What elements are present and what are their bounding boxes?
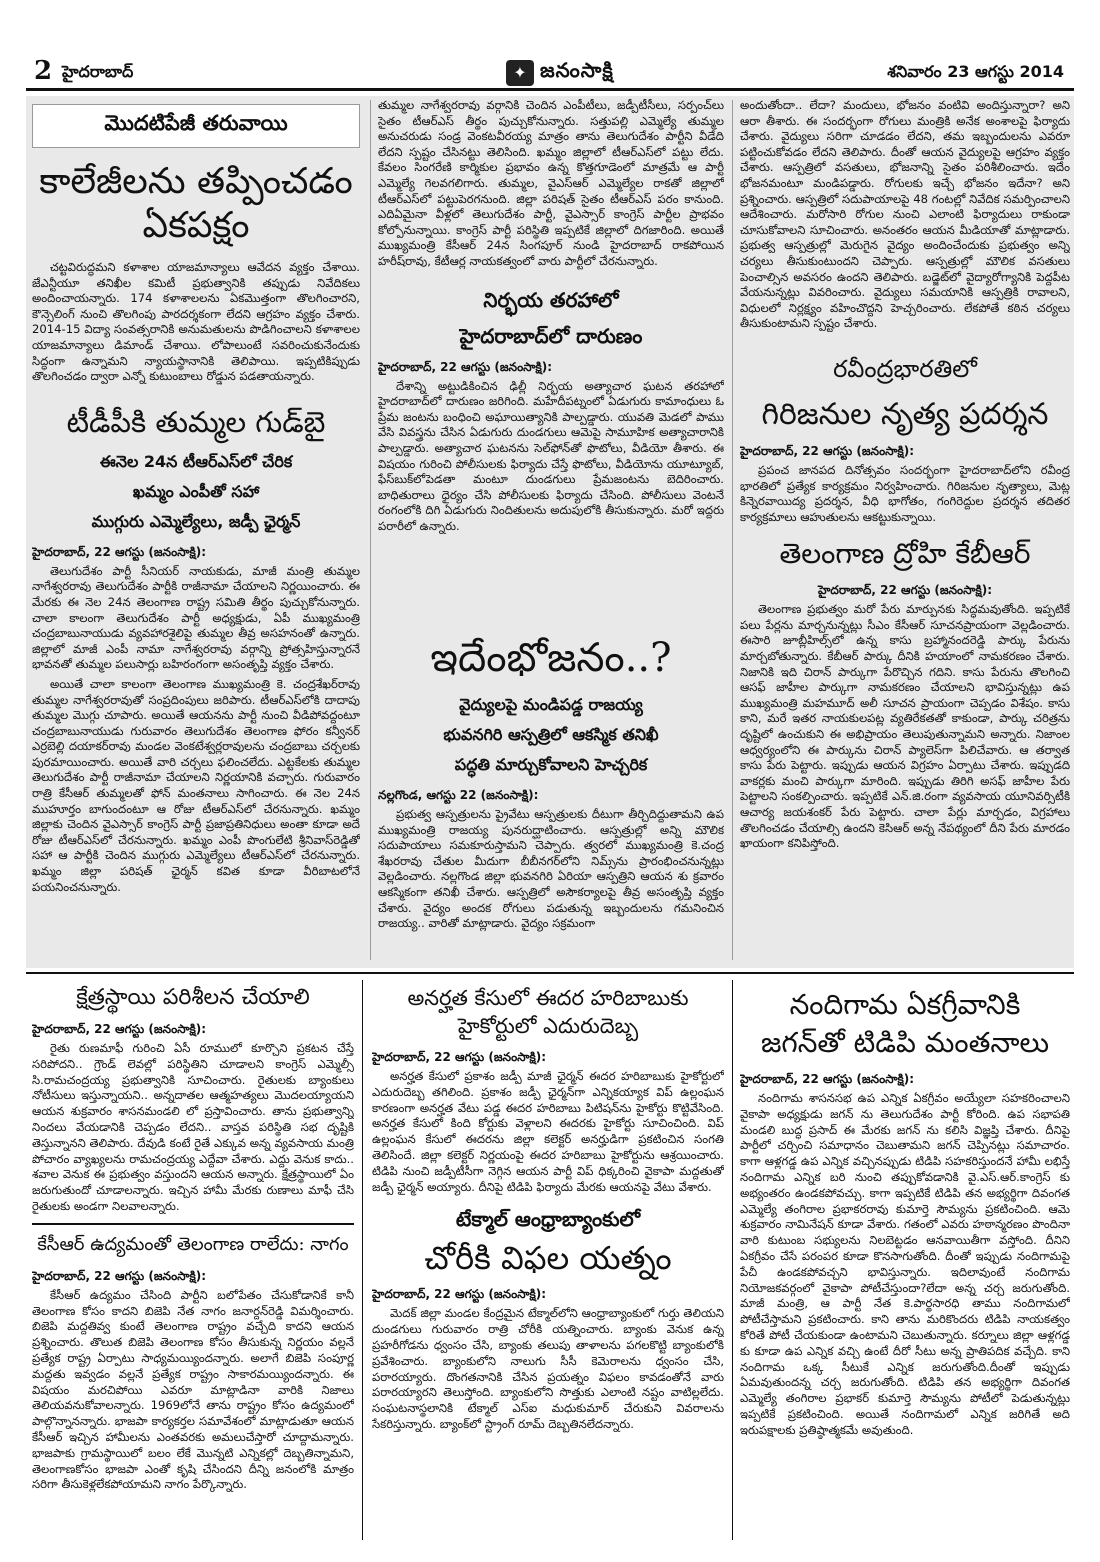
bottom-column-1 [32,976,354,1552]
top-column-3 [740,98,1070,964]
newspaper-logo [506,58,614,87]
headline-tekmal-bank: టేక్మాల్ ఆంధ్రాబ్యాంకులో [455,1207,641,1232]
subheadline: పద్ధతి మార్చుకోవాలని హెచ్చరిక [454,755,648,774]
dateline: హైదరాబాద్, 22 ఆగస్టు (జనంసాక్షి): [32,544,207,559]
dateline: నల్లగొండ, ఆగస్టు 22 (జనంసాక్షి): [378,788,539,802]
logo-icon: ✦ [506,60,534,86]
headline-robbery-attempt: చోరీకి విఫల యత్నం [424,1239,672,1278]
dateline: హైదరాబాద్, 22 ఆగస్టు (జనంసాక్షి): [32,1268,207,1283]
headline-tribal-dance: గిరిజనుల నృత్య ప్రదర్శన [761,396,1049,432]
article-body: తెలుగుదేశం పార్టీ సీనియర్ నాయకుడు, మాజీ మంత్రి తుమ్మల నాగేశ్వరరావు తెలుగుదేశం పార్టీకి రాజీనామా చేయాలని నిర్ణయించారు. ఈ మేరకు ఈ నెల 24న తెలంగాణ రాష్ట్ర సమితి తీర్థం పుచ్చుకోనున్నారు. చాలా కాలంగా తెలుగుదేశం పార్టీ అధ్యక్షుడు, ఏపీ ముఖ్యమంత్రి చంద్రబాబునాయుడు వ్యవహారశైలిపై తుమ్మల తీవ్ర అసహనంతో ఉన్నారు. జిల్లాలో మాజీ ఎంపీ నామా నాగేశ్వరరావు వర్గాన్ని ప్రోత్సహిస్తున్నారనే భావనతో తుమ్మల పలుసార్లు బహిరంగంగా అసంతృప్తి వ్యక్తం చేశారు. [32,563,360,672]
page-city: హైదరాబాద్ [62,62,134,81]
headline-jagan-tdp: జగన్‌తో టిడిపి మంతనాలు [760,1026,1050,1059]
logo-text: జనంసాక్షి [540,58,614,82]
article-body: ప్రభుత్వ ఆస్పత్రులను ప్రైవేటు ఆస్పత్రులకు దీటుగా తీర్చిదిద్దుతామని ఉప ముఖ్యమంత్రి రాజయ్య పునరుద్ఘాటించారు. ఆస్పత్రుల్లో అన్ని మౌలిక సదుపాయాలు సమకూరుస్తామని చెప్పారు. త్వరలో ముఖ్యమంత్రి కె.చంద్ర శేఖరరావు చేతుల మీదుగా బీబీనగర్‌లోని నిమ్స్‌ను ప్రారంభించనున్నట్లు వెల్లడించారు. నల్లగొండ జిల్లా భువనగిరి ఏరియా ఆస్పత్రిని ఆయన శు క్రవారం ఆకస్మికంగా తనిఖీ చేశారు. ఆస్పత్రిలో అసౌకర్యాలపై తీవ్ర అసంతృప్తి వ్యక్తం చేశారు. వైద్యం అందక రోగులు పడుతున్న ఇబ్బందులను గమనించిన రాజయ్య.. వారితో మాట్లాడారు. వైద్యం సక్రమంగా [378,807,724,931]
dateline: హైదరాబాద్, 22 ఆగస్టు (జనంసాక్షి): [372,1287,547,1302]
headline-nirbhaya: నిర్భయ తరహాలో [483,287,619,312]
dateline: హైదరాబాద్, 22 ఆగస్టు (జనంసాక్షి): [817,583,993,598]
center-story [378,632,724,962]
article-body: ప్రపంచ జానపద దినోత్సవం సందర్భంగా హైదరాబాద్‌లోని రవీంద్ర భారతిలో ప్రత్యేక కార్యక్రమం నిర్వహించారు. గిరిజనుల నృత్యాలు, మెట్ల కిన్నెరవాయిద్య ప్రదర్శన, వీధి భాగోతం, గంగిరెద్దుల ప్రదర్శన తదితర కార్యక్రమాలు ఆహుతులను ఆకట్టుకున్నాయి. [740,462,1070,524]
top-column-1 [32,98,360,964]
column-divider [362,980,363,1540]
column-divider [370,100,371,960]
article-body: రైతు రుణమాఫీ గురించి ఏసీ రూములో కూర్చొని ప్రకటన చేస్తే సరిపోదని.. గ్రౌండ్ లెవల్లో పరిస్థితిని చూడాలని కాంగ్రెస్ ఎమ్మెల్సీ సి.రామచంద్రయ్య ప్రభుత్వానికి సూచించారు. రైతులకు బ్యాంకులు నోటీసులు ఇస్తున్నాయని.. అన్నదాతల ఆత్మహత్యలు మొదలయ్యాయని ఆయన శుక్రవారం శాసనమండలి లో ప్రస్తావించారు. తాను ప్రభుత్వాన్ని నిందలు వేయడానికి చెప్పడం లేదని.. వాస్తవ పరిస్థితి సభ దృష్టికి తెస్తున్నానని తెలిపారు. దేవుడి కంటే రైతే ఎక్కువ అన్న వ్యవసాయ మంత్రి పోచారం వ్యాఖ్యలను రామచంద్రయ్య ఎద్దేవా చేశారు. ఎద్దు వెనుక కాదు.. శవాల వెనుక ఈ ప్రభుత్వం వస్తుందని ఆయన అన్నారు. క్షేత్రస్థాయిలో ఏం జరుగుతుందో చూడాలన్నారు. ఇచ్చిన హామీ మేరకు రుణాలు మాఫీ చేసి రైతులకు అండగా నిలవాలన్నారు. [32,1041,354,1213]
headline-ravindrabharati: రవీంద్రభారతిలో [833,354,977,383]
masthead [0,0,1100,96]
bottom-column-3 [740,976,1070,1552]
headline-nagam: కేసీఆర్ ఉద్యమంతో తెలంగాణ రాలేదు: నాగం [32,1223,354,1259]
article-body: అనర్హత కేసులో ప్రకాశం జడ్పీ మాజీ ఛైర్మన్ ఈదర హరిబాబుకు హైకోర్టులో ఎదురుదెబ్బ తగిలింది. ప్రకాశం జడ్పీ ఛైర్మన్‌గా ఎన్నికయ్యాక విప్ ఉల్లంఘన కారణంగా అనర్హత వేటు పడ్డ ఈదర హరిబాబు పిటిషన్‌ను హైకోర్టు కొట్టివేసింది. అనర్హత కేసులో కింది కోర్టుకు వెళ్లాలని ఈదరకు హైకోర్టు సూచించింది. విప్ ఉల్లంఘన కేసులో ఈదరను జిల్లా కలెక్టర్ అనర్హుడిగా ప్రకటించిన సంగతి తెలిసిందే. జిల్లా కలెక్టర్ నిర్ణయంపై ఈదర హరిబాబు హైకోర్టును ఆశ్రయించారు. టిడిపి నుంచి జడ్పీటీసీగా నెగ్గిన ఆయన పార్టీ విప్ ధిక్కరించి వైకాపా మద్దతుతో జడ్పీ ఛైర్మన్ అయ్యారు. దీనిపై టిడిపి ఫిర్యాదు మేరకు ఆయనపై వేటు వేశారు. [372,1069,724,1194]
page-number: 2 [34,56,53,86]
headline-nandigama: నందిగామ ఏకగ్రీవానికి [789,988,1021,1021]
headline-colleges: కాలేజీలను తప్పించడం ఏకపక్షం [39,161,353,246]
article-body: చట్టవిరుద్ధమని కళాశాల యాజమాన్యాలు ఆవేదన వ్యక్తం చేశాయి. జేఎన్టీయూ తనిఖీల కమిటీ ప్రభుత్వానికి తప్పుడు నివేదికలు అందించాయన్నారు. 174 కళాశాలలను ఏకమొత్తంగా తొలగించారని, కౌన్సెలింగ్ నుంచి తొలగింపు పారదర్శకంగా లేదని ఆగ్రహం వ్యక్తం చేశారు. 2014-15 విద్యా సంవత్సరానికి అనుమతులను పొడిగించాలని కళాశాలల యాజమాన్యాలు డిమాండ్ చేశాయి. లోపాలుంటే సవరించుకునేందుకు సిద్ధంగా ఉన్నామని న్యాయస్థానానికి తెలిపాయి. ఇప్పటికిప్పుడు తొలగించడం ద్వారా ఎన్నో కుటుంబాలు రోడ్డున పడతాయన్నారు. [32,260,360,384]
bottom-column-2 [372,976,724,1552]
headline-food: ఇదేంభోజనం..? [430,635,672,681]
subheadline: ఖమ్మం ఎంపీతో సహా [132,481,260,501]
subheadline: ఈనెల 24న టీఆర్‌ఎస్‌లో చేరిక [99,451,293,471]
dateline: హైదరాబాద్, 22 ఆగస్టు (జనంసాక్షి): [32,1022,207,1036]
masthead-rule [26,88,1074,91]
headline-high-court: హైకోర్టులో ఎదురుదెబ్బ [457,1014,639,1038]
headline-kbr: తెలంగాణ ద్రోహి కేబీఆర్ [779,537,1031,571]
subheadline: ముగ్గురు ఎమ్మెల్యేలు, జడ్పీ ఛైర్మన్ [91,511,301,531]
headline-disqualification: అనర్హత కేసులో ఈదర హరిబాబుకు [407,986,689,1010]
dateline: హైదరాబాద్, 22 ఆగస్టు (జనంసాక్షి): [740,443,915,458]
dateline: హైదరాబాద్, 22 ఆగస్టు (జనంసాక్షి): [740,1072,915,1086]
article-body: మెదక్ జిల్లా మండల కేంద్రమైన టేక్మాల్‌లోని ఆంధ్రాబ్యాంకులో గుర్తు తెలియని దుండగులు గురువారం రాత్రి చోరీకి యత్నించారు. బ్యాంకు వెనుక ఉన్న ప్రహరీగోడను ధ్వంసం చేసి, బ్యాంకు తలుపు తాళాలను పగలకొట్టి బ్యాంకులోకి ప్రవేశించారు. బ్యాంకులోని నాలుగు సీసీ కెమెరాలను ధ్వంసం చేసి, పరారయ్యారు. దొంగతనానికి చేసిన ప్రయత్నం విఫలం కావడంతోనే వారు పరారయ్యారని తెలుస్తోంది. బ్యాంకులోని సొత్తుకు ఎలాంటి నష్టం వాటిల్లలేదు. సంఘటనాస్థలానికి టేక్మాల్ ఎస్‌ఐ మధుకుమార్ చేరుకుని వివరాలను సేకరిస్తున్నారు. బ్యాంక్‌లో స్ట్రాంగ్ రూమ్ దెబ్బతినలేదన్నారు. [372,1306,724,1431]
page-date: శనివారం 23 ఆగస్టు 2014 [887,62,1064,81]
subheadline: భువనగిరి ఆస్పత్రిలో ఆకస్మిక తనిఖీ [443,725,659,744]
dateline: హైదరాబాద్, 22 ఆగస్టు (జనంసాక్షి): [378,359,553,374]
headline-hyderabad-atrocity: హైదరాబాద్‌లో దారుణం [459,323,643,348]
column-divider [732,100,733,960]
article-body: దేశాన్ని అట్టుడికించిన ఢిల్లీ నిర్భయ అత్యాచార ఘటన తరహాలో హైదరాబాద్‌లో దారుణం జరిగింది. మహేదీపట్నంలో ఏడుగురు కామాంధులు ఓ ప్రేమ జంటను బంధించి అఘాయిత్యానికి పాల్పడ్డారు. యువతి మెడలో పాము వేసి వివస్త్రను చేసిన ఏడుగురు దుండగులు ఆమెపై సామూహిక అత్యాచారానికి పాల్పడ్డారు. అత్యాచార ఘటనను సెల్‌ఫోన్‌తో ఫొటోలు, వీడియో తీశారు. ఈ విషయం గురించి పోలీసులకు ఫిర్యాదు చేస్తే ఫొటోలు, వీడియోను యూట్యూబ్, ఫేస్‌బుక్‌లోపెడతా మంటూ దుండగులు ప్రేమజంటను బెదిరించారు. బాధితురాలు ధైర్యం చేసి పోలీసులకు ఫిర్యాదు చేసింది. పోలీసులు వెంటనే రంగంలోకి దిగి ఏడుగురు నిందితులను అదుపులోకి తీసుకున్నారు. మరో ఇద్దరు పరారీలో ఉన్నారు. [378,378,724,533]
subheadline: వైద్యులపై మండిపడ్డ రాజయ్య [459,695,643,714]
headline-tummala: టీడీపీకి తుమ్మల గుడ్‌బై [66,404,326,439]
article-continuation: అందుతోందా.. లేదా? మందులు, భోజనం వంటివి అందిస్తున్నారా? అని ఆరా తీశారు. ఈ సందర్భంగా రోగులు మంత్రికి అనేక అంశాలపై ఫిర్యాదు చేశారు. వైద్యులు సరిగా చూడడం లేదని, తమ ఇబ్బందులను ఎవరూ పట్టించుకోవడం లేదని తెలిపారు. దీంతో ఆయన వైద్యులపై ఆగ్రహం వ్యక్తం చేశారు. ఆస్పత్రిలో వసతులు, భోజనాన్ని సైతం పరిశీలించారు. ఇదేం భోజనమంటూ మండిపడ్డారు. రోగులకు ఇచ్చే భోజనం ఇదేనా? అని ప్రశ్నించారు. ఆస్పత్రిలో సదుపాయాలపై 48 గంటల్లో నివేదిక సమర్పించాలని ఆదేశించారు. మరోసారి రోగుల నుంచి ఎలాంటి ఫిర్యాదులు రాకుండా చూసుకోవాలని సూచించారు. అనంతరం ఆయన మీడియాతో మాట్లాడారు. ప్రభుత్వ ఆస్పత్రుల్లో మెరుగైన వైద్యం అందించేందుకు ప్రభుత్వం అన్ని చర్యలు తీసుకుంటుందని చెప్పారు. ఆస్పత్రుల్లో మౌలిక వసతులు పెంచాల్సిన అవసరం ఉందని తెలిపారు. బడ్జెట్‌లో వైద్యారోగ్యానికి పెద్దపీట వేయనున్నట్లు వివరించారు. వైద్యులు సమయానికి ఆస్పత్రికి రావాలని, విధులలో నిర్లక్ష్యం వహించొద్దని హెచ్చరించారు. లేకపోతే కఠిన చర్యలు తీసుకుంటామని స్పష్టం చేశారు. [740,98,1070,331]
article-body: అయితే చాలా కాలంగా తెలంగాణ ముఖ్యమంత్రి కె. చంద్రశేఖర్‌రావు తుమ్మల నాగేశ్వరరావుతో సంప్రదింపులు జరిపారు. టీఆర్ఎస్‌లోకి దాదాపు తుమ్మల మొగ్గు చూపారు. అయితే ఆయనను పార్టీ నుంచి వీడిపోవద్దంటూ చంద్రబాబునాయుడు గురువారం తెలుగుదేశం తెలంగాణ ఫోరం కన్వీనర్ ఎర్రబెల్లి దయాకర్‌రావు మండల వెంకటేశ్వర్లరావులను చంద్రబాబు చర్చలకు పురమాయించారు. అయితే వారి చర్చలు ఫలించలేదు. ఎట్టకేలకు తుమ్మల తెలుగుదేశం పార్టీ రాజీనామా చేయాలని నిర్ణయానికి వచ్చారు. గురువారం రాత్రి కేసీఆర్ తుమ్మలతో ఫోన్ మంతనాలు సాగించారు. ఈ నెల 24న ముహూర్తం బాగుందంటూ ఆ రోజు టీఆర్‌ఎస్‌లో చేరనున్నారు. ఖమ్మం జిల్లాకు చెందిన వైఎస్సార్ కాంగ్రెస్ పార్టీ ప్రజాప్రతినిధులు అంతా కూడా అదే రోజు టీఆర్‌ఎస్‌లో చేరనున్నారు. ఖమ్మం ఎంపీ పొంగులేటి శ్రీనివాస్‌రెడ్డితో సహా ఆ పార్టీకి చెందిన ముగ్గురు ఎమ్మెల్యేలు టీఆర్‌ఎస్‌లో చేరనున్నారు. ఖమ్మం జిల్లా పరిషత్ ఛైర్మన్ కవిత కూడా వీరిబాటలోనే పయనించనున్నారు. [32,676,360,894]
top-column-2 [378,98,724,630]
article-body: కేసీఆర్ ఉద్యమం చేసింది పార్టీని బలోపేతం చేసుకోడానికే కానీ తెలంగాణ కోసం కాదని బిజెపి నేత నాగం జనార్దన్‌రెడ్డి విమర్శించారు. బిజెపి మద్దతివ్వ కుంటే తెలంగాణ రాష్ట్రం వచ్చేది కాదని ఆయన ప్రశ్నించారు. తొలుత బిజెపి తెలంగాణ కోసం తీసుకున్న నిర్ణయం వల్లనే ప్రత్యేక రాష్ట్ర ఏర్పాటు సాధ్యమయ్యిందన్నారు. అలాగే బిజెపి సంపూర్ణ మద్దతు ఇవ్వడం వల్లనే ప్రత్యేక రాష్ట్రం సాకారమయ్యిందన్నారు. ఈ విషయం మరచిపోయి ఎవరూ మాట్లాడినా వారికి నిజాలు తెలియవనుకోవాలన్నారు. 1969లోనే తాను రాష్ట్రం కోసం ఉద్యమంలో పాల్గొన్నానన్నారు. భాజపా కార్యకర్తల సమావేశంలో మాట్లాడుతూ ఆయన కేసీఆర్ ఇచ్చిన హామీలను ఎంతవరకు అమలుచేస్తారో చూద్దామన్నారు. భాజపాకు గ్రామస్థాయిలో బలం లేకే మొన్నటి ఎన్నికల్లో దెబ్బతిన్నామని, తెలంగాణకోసం భాజపా ఎంతో కృషి చేసిందని దీన్ని జనంలోకి మాత్రం సరిగా తీసుకెళ్లలేకపోయామని నాగం పేర్కొన్నారు. [32,1287,354,1492]
article-body: నందిగామ శాసనసభ ఉప ఎన్నిక ఏకగ్రీవం అయ్యేలా సహకరించాలని వైకాపా అధ్యక్షుడు జగన్ ను తెలుగుదేశం పార్టీ కోరింది. ఉప సభాపతి మండలి బుద్ధ ప్రసాద్ ఈ మేరకు జగన్ ను కలిసి విజ్ఞప్తి చేశారు. దీనిపై పార్టీలో చర్చించి సమాధానం చెబుతామని జగన్ చెప్పినట్లు సమాచారం. కాగా ఆళ్లగడ్డ ఉప ఎన్నిక వచ్చినప్పుడు టిడిపి సహకరిస్తుందనే హామీ లభిస్తే నందిగామ ఎన్నిక బరి నుంచి తప్పుకోవడానికి వై.ఎస్.ఆర్.కాంగ్రెస్ కు అభ్యంతరం ఉండకపోవచ్చు. కాగా ఇప్పటికే టిడిపి తన అభ్యర్థిగా దివంగత ఎమ్మెల్యే తంగిరాల ప్రభాకరరావు కుమార్తె సౌమ్యను ప్రకటించింది. ఆమె శుక్రవారం నామినేషన్ కూడా వేశారు. గతంలో ఎవరు హఠాన్మరణం పొందినా వారి కుటుంబ సభ్యులను నిలబెట్టడం ఆనవాయితీగా వస్తోంది. దీనిని ఏకగ్రీవం చేసే పరంపర కూడా కొనసాగుతోంది. దీంతో ఇప్పుడు నందిగామపై పేచీ ఉండకపోవచ్చని భావిస్తున్నారు. ఇదిలావుంటే నందిగామ నియోజకవర్గంలో వైకాపా పోటీచేస్తుందా?లేదా అన్న చర్చ జరుగుతోంది. మాజీ మంత్రి, ఆ పార్టీ నేత కె.పార్థసారధి తాము నందిగామలో పోటీచేస్తామని ప్రకటించారు. కాని తాను మరికొందరు టిడిపి నాయకత్వం కోరితే పోటీ చేయకుండా ఉంటామని చెబుతున్నారు. కర్నూలు జిల్లా ఆళ్లగడ్డ కు కూడా ఉప ఎన్నిక వచ్చి ఉంటే దీరో సీటు అన్న ప్రాతిపదిక వచ్చేది. కాని నందిగామ ఒక్క సీటుకే ఎన్నిక జరుగుతోంది.దీంతో ఇప్పుడు ఏమవుతుందన్న చర్చ జరుగుతోంది. టిడిపి తన అభ్యర్థిగా దివంగత ఎమ్మెల్యే తంగిరాల ప్రభాకర్ కుమార్తె సౌమ్యను పోటీలో పెడుతున్నట్లు ఇప్పటికే ప్రకటించింది. అయితే నందిగామలో ఎన్నిక జరిగితే అది ఇరుపక్షాలకు ప్రతిష్ఠాత్మకమే అవుతుంది. [740,1091,1070,1437]
dateline: హైదరాబాద్, 22 ఆగస్టు (జనంసాక్షి): [372,1050,547,1064]
headline-field-inspection: క్షేత్రస్థాయి పరిశీలన చేయాలి [76,985,310,1010]
continued-from-front-kicker: మొదటిపేజీ తరువాయి [32,104,360,148]
article-body: తెలంగాణ ప్రభుత్వం మరో పేరు మార్పునకు సిద్ధమవుతోంది. ఇప్పటికే పలు పేర్లను మార్చనున్నట్లు సీఎం కేసీఆర్ సూచనప్రాయంగా వెల్లడించారు. ఈసారి జూబ్లీహిల్స్‌లో ఉన్న కాసు బ్రహ్మానందరెడ్డి పార్కు పేరును మార్చబోతున్నారు. కేబీఆర్ పార్కు దీనికి హయాంలో నామకరణం చేశారు. నిజానికి ఇది చిరాన్ పార్కుగా పేరొచ్చిన గదిని. కాసు పేరును తొలగించి ఆసఫ్ జాహీల పార్కుగా నామకరణం చేయాలని భావిస్తున్నట్లు ఉప ముఖ్యమంత్రి మహమూద్ అలీ సూచన ప్రాయంగా చెప్పడం విశేషం. కాసు కాని, మరే ఇతర నాయకులపట్ల వ్యతిరేకతతో కాకుండా, పార్కు చరిత్రను దృష్టిలో ఉంచుకుని ఈ అభిప్రాయం తెలుపుతున్నామని అన్నారు. నిజాంల ఆధ్వర్యంలోని ఈ పార్కును చిరాన్ ప్యాలెస్‌గా పిలిచేవారు. ఆ తర్వాత కాసు పేరు పెట్టారు. ఇప్పుడు ఆయన విగ్రహం ఏర్పాటు చేశారు. ఇప్పుడది వాకర్లకు మంచి పార్కుగా మారింది. ఇప్పుడు తిరిగి అసఫ్ జాహీల పేరు పెట్టాలని సంకల్పించారు. ఇప్పటికే ఎన్.జి.రంగా వ్యవసాయ యూనివర్సిటీకి ఆచార్య జయశంకర్ పేరు పెట్టారు. చాలా పేర్లు మార్చడం, విగ్రహాలు తొలగించడం చేయాల్సి ఉందని కెసిఆర్ అన్న నేపథ్యంలో దీని పేరు మారడం ఖాయంగా కనిపిస్తోంది. [740,602,1070,851]
section-divider [26,972,1074,974]
column-divider [732,980,733,1540]
article-continuation: తుమ్మల నాగేశ్వరరావు వర్గానికి చెందిన ఎంపీటీలు, జడ్పీటీసీలు, సర్పంచ్‌లు సైతం టీఆర్‌ఎస్ తీర్థం పుచ్చుకోనున్నారు. సత్తుపల్లి ఎమ్మెల్యే తుమ్మల అనుచరుడు సండ్ర వెంకటవీరయ్య మాత్రం తాను తెలుగుదేశం పార్టీని వీడేది లేదని స్పష్టం చేసినట్టు తెలిసింది. ఖమ్మం జిల్లాలో టీఆర్‌ఎస్‌లో పట్టు లేదు. కేవలం సింగరేణి కార్మికుల ప్రభావం ఉన్న కొత్తగూడెంలో మాత్రమే ఆ పార్టీ ఎమ్మెల్యే గెలవగలిగారు. తుమ్మల, వైఎస్ఆర్ ఎమ్మెల్యేల రాకతో జిల్లాలో టీఆర్‌ఎస్‌లో పట్టుపెరగనుంది. జిల్లా పరిషత్ సైతం టీఆర్‌ఎస్ పరం కానుంది. ఎదిఏమైనా వీళ్లలో తెలుగుదేశం పార్టీ, వైఎస్సార్ కాంగ్రెస్ పార్టీల ప్రాభవం కోల్పోనున్నాయి. కాంగ్రెస్ పార్టీ పరిస్థితి ఇప్పటికే జిల్లాలో దిగజారింది. అయితే ముఖ్యమంత్రి కేసీఆర్ 24న సింగపూర్ నుండి హైదరాబాద్ రాకపోయిన హరీష్‌రావు, కేటీఆర్ల నాయకత్వంలో వారు పార్టీలో చేరనున్నారు. [378,98,724,268]
